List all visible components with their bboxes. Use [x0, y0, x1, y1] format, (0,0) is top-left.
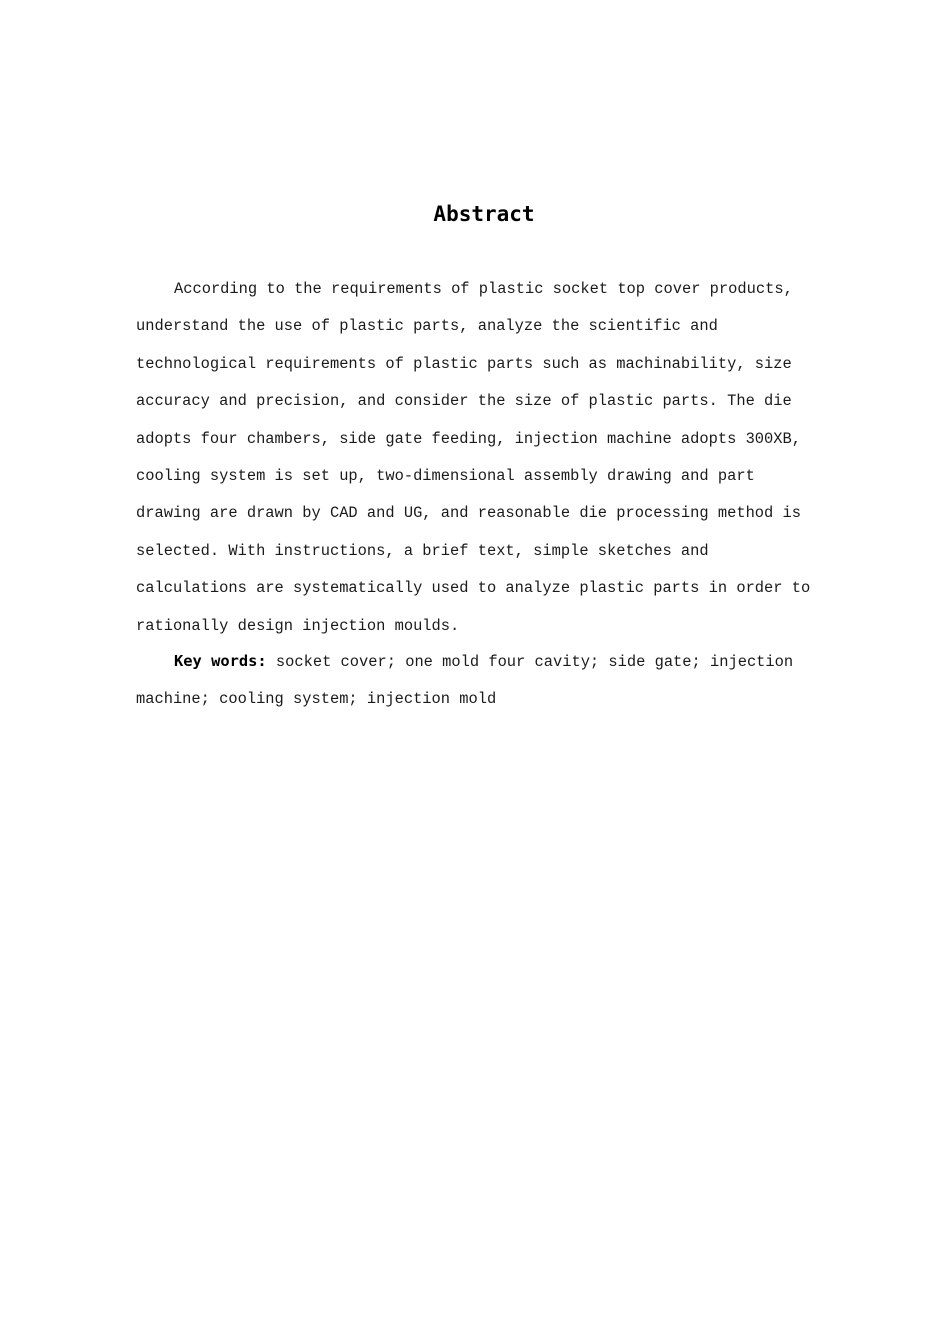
abstract-paragraph: According to the requirements of plastic socket top cover products, understand the use of plastic parts, analyze the scientific and technological requirements of plastic parts such as machinability, size accuracy and precision, and consider the size of plastic parts. The die adopts four chambers, side gate feeding, injection machine adopts 300XB, cooling system is set up, two-dimensional assembly drawing and part drawing are drawn by CAD and UG, and reasonable die processing method is selected. With instructions, a brief text, simple sketches and calculations are systematically used to analyze plastic parts in order to rationally design injection moulds.: [136, 280, 811, 635]
keywords-label: Key words:: [174, 652, 267, 670]
abstract-title: Abstract: [433, 202, 535, 226]
keywords-text: socket cover; one mold four cavity; side gate; injection machine; cooling system; injection mold: [136, 653, 794, 709]
keywords-paragraph: [136, 643, 828, 719]
